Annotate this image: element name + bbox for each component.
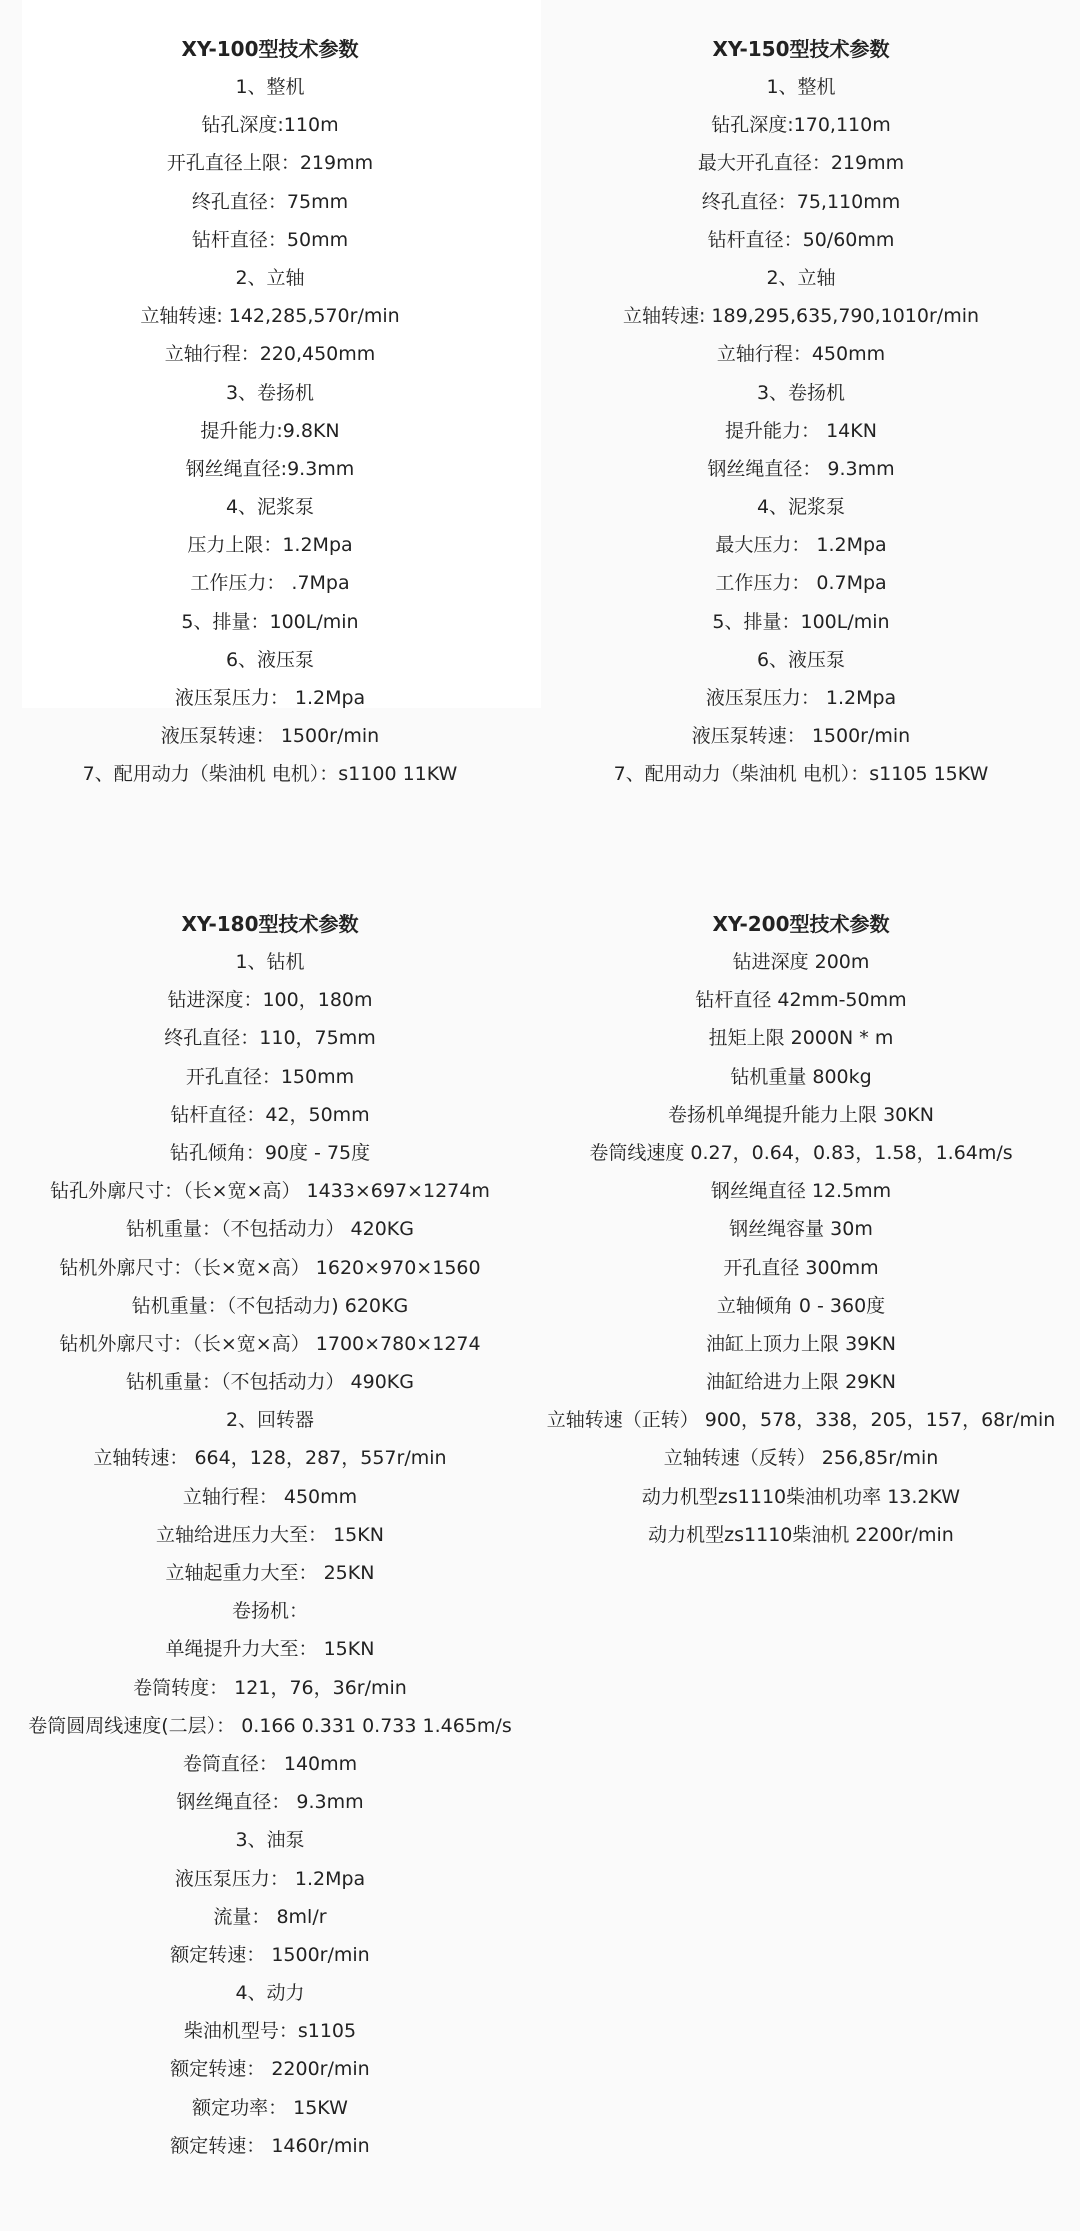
- xy150-section: [541, 30, 1061, 794]
- xy180-title: XY-180型技术参数: [181, 912, 359, 936]
- spec-line: 压力上限：1.2Mpa: [187, 534, 353, 557]
- spec-line: 2、立轴: [766, 266, 836, 289]
- spec-line: 4、泥浆泵: [225, 496, 315, 519]
- spec-line: 提升能力:9.8KN: [200, 419, 340, 442]
- spec-line: 油缸给进力上限 29KN: [706, 1371, 896, 1394]
- spec-line: 开孔直径 300mm: [723, 1256, 879, 1279]
- spec-line: 钻杆直径 42mm-50mm: [695, 989, 907, 1012]
- spec-line: 提升能力： 14KN: [725, 419, 877, 442]
- spec-line: 立轴起重力大至： 25KN: [165, 1562, 375, 1584]
- spec-line: 6、液压泵: [756, 648, 846, 671]
- spec-line: 钻机重量：（不包括动力） 420KG: [126, 1218, 414, 1241]
- spec-line: 立轴给进压力大至： 15KN: [156, 1523, 384, 1546]
- spec-line: 钻机外廓尺寸：（长×宽×高） 1700×780×1274: [59, 1332, 481, 1355]
- spec-line: 最大压力： 1.2Mpa: [715, 534, 887, 557]
- spec-line: 钻机重量：（不包括动力) 620KG: [131, 1294, 409, 1317]
- spec-line: 流量： 8ml/r: [213, 1905, 327, 1928]
- xy100-spec-list: [10, 68, 530, 794]
- xy200-section: [541, 905, 1061, 1554]
- spec-line: 钢丝绳直径:9.3mm: [185, 457, 355, 480]
- spec-line: 立轴转速: 189,295,635,790,1010r/min: [622, 305, 980, 328]
- spec-line: 1、整机: [235, 76, 305, 98]
- spec-line: 7、配用动力（柴油机 电机）：s1105 15KW: [613, 763, 989, 786]
- spec-line: 工作压力： 0.7Mpa: [715, 572, 887, 595]
- spec-line: 额定转速： 1500r/min: [170, 1943, 370, 1966]
- spec-line: 钻机外廓尺寸：（长×宽×高） 1620×970×1560: [59, 1256, 481, 1279]
- spec-line: 5、排量：100L/min: [181, 610, 359, 633]
- spec-line: 6、液压泵: [225, 648, 315, 671]
- spec-line: 钢丝绳直径： 9.3mm: [707, 457, 895, 480]
- spec-line: 终孔直径：75mm: [191, 190, 349, 213]
- spec-line: 立轴转速（正转） 900，578，338，205，157，68r/min: [546, 1409, 1056, 1432]
- spec-line: 卷筒直径： 140mm: [182, 1752, 358, 1775]
- spec-line: 钻孔外廓尺寸：（长×宽×高） 1433×697×1274m: [50, 1180, 490, 1203]
- spec-line: 1、钻机: [235, 951, 305, 973]
- spec-line: 立轴行程：220,450mm: [164, 343, 376, 366]
- spec-line: 卷扬机：: [231, 1600, 308, 1623]
- spec-line: 立轴行程：450mm: [716, 343, 886, 366]
- spec-line: 立轴转速（反转） 256,85r/min: [663, 1447, 939, 1470]
- spec-line: 立轴转速: 142,285,570r/min: [140, 305, 400, 328]
- spec-line: 钻孔深度:110m: [201, 114, 339, 137]
- spec-line: 钢丝绳直径 12.5mm: [710, 1180, 892, 1203]
- xy100-section: [10, 30, 530, 794]
- spec-line: 2、立轴: [235, 266, 305, 289]
- spec-line: 钻杆直径：50mm: [191, 228, 349, 251]
- spec-line: 液压泵转速： 1500r/min: [691, 725, 911, 748]
- spec-line: 最大开孔直径：219mm: [697, 152, 905, 175]
- spec-line: 额定功率： 15KW: [192, 2096, 348, 2119]
- spec-line: 油缸上顶力上限 39KN: [706, 1332, 896, 1355]
- spec-line: 动力机型zs1110柴油机功率 13.2KW: [641, 1485, 961, 1508]
- spec-line: 4、动力: [235, 1982, 305, 2005]
- spec-line: 液压泵压力： 1.2Mpa: [174, 1867, 366, 1890]
- spec-line: 钻机重量 800kg: [730, 1065, 872, 1088]
- spec-line: 立轴行程： 450mm: [182, 1485, 358, 1508]
- spec-line: 液压泵转速： 1500r/min: [160, 725, 380, 748]
- spec-line: 扭矩上限 2000N * m: [708, 1027, 894, 1050]
- spec-line: 钻杆直径：50/60mm: [707, 228, 895, 251]
- spec-line: 工作压力： .7Mpa: [190, 572, 350, 595]
- spec-line: 7、配用动力（柴油机 电机）：s1100 11KW: [82, 763, 458, 786]
- spec-line: 液压泵压力： 1.2Mpa: [705, 687, 897, 709]
- spec-line: 卷筒线速度 0.27，0.64，0.83，1.58，1.64m/s: [589, 1141, 1013, 1164]
- spec-line: 1、整机: [766, 76, 836, 98]
- xy180-spec-list: [10, 943, 530, 2165]
- spec-line: 钻孔深度:170,110m: [711, 114, 891, 137]
- spec-line: 液压泵压力： 1.2Mpa: [174, 687, 366, 709]
- xy150-title: XY-150型技术参数: [712, 37, 890, 61]
- spec-line: 钻孔倾角：90度 - 75度: [169, 1141, 371, 1164]
- spec-line: 开孔直径：150mm: [185, 1065, 355, 1088]
- spec-line: 3、卷扬机: [756, 381, 846, 404]
- xy200-spec-list: [541, 943, 1061, 1554]
- spec-line: 钻进深度 200m: [732, 951, 870, 973]
- spec-line: 立轴转速： 664，128，287，557r/min: [93, 1447, 447, 1470]
- spec-line: 2、回转器: [225, 1409, 315, 1432]
- spec-line: 3、卷扬机: [225, 381, 315, 404]
- spec-line: 钢丝绳容量 30m: [729, 1218, 873, 1241]
- spec-line: 卷筒转度： 121，76，36r/min: [133, 1676, 407, 1699]
- spec-line: 终孔直径：110，75mm: [164, 1027, 376, 1050]
- spec-line: 卷筒圆周线速度(二层）： 0.166 0.331 0.733 1.465m/s: [28, 1714, 512, 1737]
- spec-line: 钻进深度：100，180m: [167, 989, 373, 1012]
- spec-line: 单绳提升力大至： 15KN: [165, 1638, 375, 1661]
- spec-line: 立轴倾角 0 - 360度: [716, 1294, 886, 1317]
- xy100-title: XY-100型技术参数: [181, 37, 359, 61]
- spec-line: 钻机重量：（不包括动力） 490KG: [126, 1371, 414, 1394]
- xy200-title: XY-200型技术参数: [712, 912, 890, 936]
- spec-line: 开孔直径上限：219mm: [166, 152, 374, 175]
- spec-line: 额定转速： 1460r/min: [170, 2134, 370, 2157]
- spec-line: 4、泥浆泵: [756, 496, 846, 519]
- spec-line: 钢丝绳直径： 9.3mm: [176, 1791, 364, 1814]
- spec-line: 3、油泵: [235, 1829, 305, 1852]
- spec-line: 动力机型zs1110柴油机 2200r/min: [648, 1523, 954, 1546]
- spec-line: 卷扬机单绳提升能力上限 30KN: [668, 1103, 934, 1126]
- xy180-section: [10, 905, 530, 2165]
- spec-line: 终孔直径：75,110mm: [701, 190, 901, 213]
- spec-line: 柴油机型号：s1105: [183, 2020, 357, 2043]
- spec-line: 5、排量：100L/min: [712, 610, 890, 633]
- spec-line: 钻杆直径：42，50mm: [170, 1103, 370, 1126]
- spec-line: 额定转速： 2200r/min: [170, 2058, 370, 2081]
- xy150-spec-list: [541, 68, 1061, 794]
